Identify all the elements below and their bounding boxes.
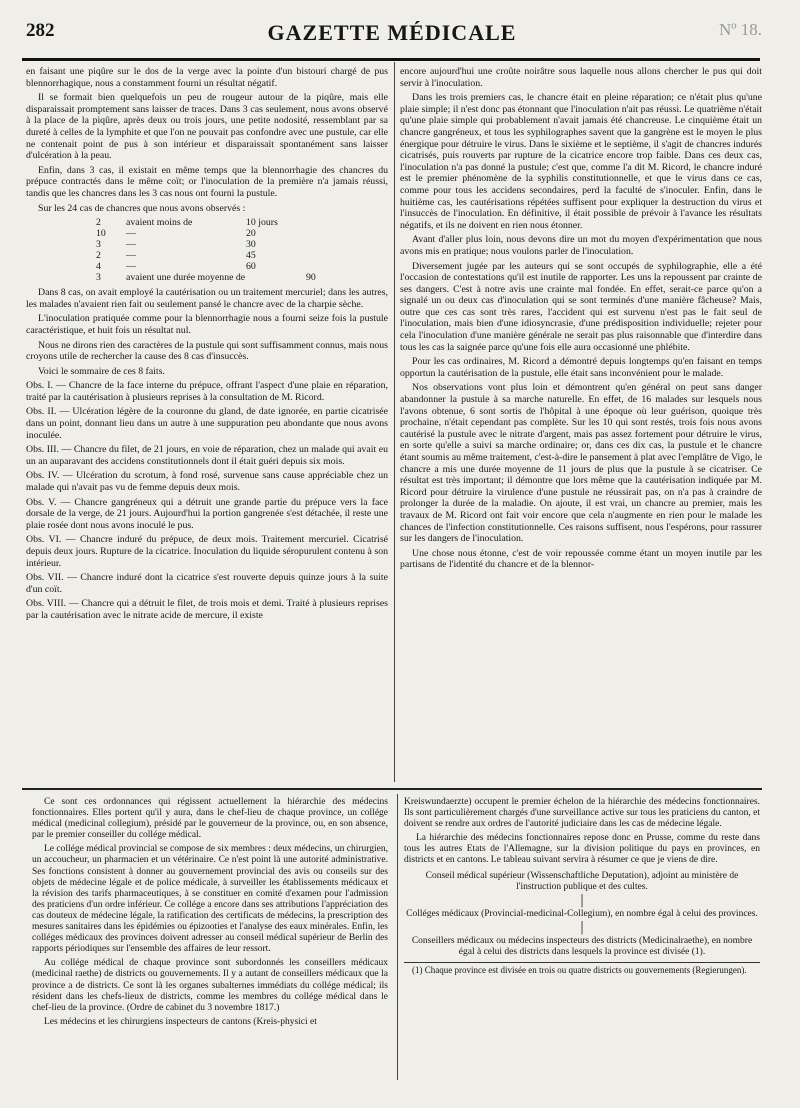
table-row — [26, 250, 388, 261]
observation-3: Obs. III. — Chancre du filet, de 21 jours, en voie de réparation, chez un malade qui avait eu un an auparavant des accidens constitutionnels dont il était guéri depuis six mois. — [26, 444, 388, 467]
table-row — [26, 261, 388, 272]
issue-number: Nº 18. — [718, 20, 762, 39]
table-cell: avaient une durée moyenne de — [126, 272, 246, 284]
table-cell: — — [126, 261, 136, 273]
hierarchy-connector: │ — [578, 921, 586, 934]
paragraph: Il se formait bien quelquefois un peu de rougeur autour de la piqûre, mais elle disparaissait promptement sans laisser de traces. Dans 3 cas seulement, nous avons observé à la place de la piqûre, après deux ou trois jours, une petite nodosité, ressemblant par sa dureté à celles de la lymphite et que l'on ne pouvait pas confondre avec une pustule, car elle ne contenait point de pus à son intérieur et disparaissait spontanément sans laisser d'ulcération à la peau. — [26, 92, 388, 162]
table-cell: 90 — [306, 272, 316, 284]
table-row — [26, 239, 388, 250]
paragraph: Dans 8 cas, on avait employé la cautérisation ou un traitement mercuriel; dans les autres, les malades n'avaient rien fait ou seulement pansé le chancre avec de la charpie sèche. — [26, 287, 388, 310]
left-column — [26, 66, 388, 778]
table-cell: 2 — [96, 250, 101, 262]
hierarchy-connector: │ — [578, 894, 586, 907]
paragraph: Ce sont ces ordonnances qui régissent actuellement la hiérarchie des médecins fonctionnaires. Elles portent qu'il y aura, dans le chef-lieu de chaque province, un collége médical (medicinal collegium), présidé par le gouverneur de la province, ou, en son absence, par le premier conseiller du collége médical. — [32, 797, 388, 841]
paragraph: Kreiswundaerzte) occupent le premier échelon de la hiérarchie des médecins fonctionnaires. Ils sont particulièrement chargés d'une surveillance active sur tous les praticiens du canton, et doivent se rendre aux ordres de l'autorité judiciaire dans les cas de médecine légale. — [404, 797, 760, 830]
table-cell: avaient moins de — [126, 217, 193, 229]
paragraph: Nous ne dirons rien des caractères de la pustule qui sont suffisamment connus, mais nous croyons utile de rechercher la cause des 8 cas d'insuccès. — [26, 339, 388, 363]
paragraph: Dans les trois premiers cas, le chancre était en pleine réparation; ce n'était plus qu'une plaie simple; il n'est donc pas étonnant que l'inoculation n'ait pas réussi. Le quatrième n'était qu'une plaie simple qui probablement n'avait jamais été chancreuse. Le cinquième était un chancre gangréneux, et tous les syphilographes savent que la gangrène est le moyen le plus énergique pour détruire le virus. Dans le sixième et le septième, il s'agit de chancres indurés cicatrisés, puis rouverts par rupture de la cicatrice encore trop faible. Dans ces deux cas, l'inoculation n'a pas donné la pustule; c'est que, comme l'a dit M. Ricord, le chancre induré est le premier phénomène de la syphilis constitutionnelle, et que le virus dans ce cas, comme pour tous les accidens secondaires, perd la faculté de s'inoculer. Enfin, dans le huitième cas, les cautérisations répétées suffisent pour expliquer la destruction du virus et l'insuccès de l'inoculation. En définitive, il était possible de prévoir à l'avance les résultats négatifs, et ils ne doivent en rien nous étonner. — [400, 92, 762, 231]
observation-5: Obs. V. — Chancre gangréneux qui a détruit une grande partie du prépuce vers la face dorsale de la verge, de 21 jours. Aujourd'hui la portion gangrenée s'est détachée, il reste une plaie rosée dont nous avons inoculé le pus. — [26, 496, 388, 531]
paragraph: Avant d'aller plus loin, nous devons dire un mot du moyen d'expérimentation que nous avons mis en pratique; nous voulons parler de l'inoculation. — [400, 234, 762, 257]
hierarchy-level-1: Conseil médical supérieur (Wissenschaftliche Deputation), adjoint au ministère de l'instruction publique et des cultes. — [425, 870, 739, 892]
table-cell: 2 — [96, 217, 101, 229]
paragraph: Enfin, dans 3 cas, il existait en même temps que la blennorrhagie des chancres du prépuce contractés dans le même coït; or l'inoculation de la première n'a jamais réussi, tandis que les chancres dans les 3 cas nous ont fourni la pustule. — [26, 164, 388, 199]
table-cell: 10 — [96, 228, 106, 240]
table-cell: 3 — [96, 239, 101, 251]
paragraph: Voici le sommaire de ces 8 faits. — [38, 365, 165, 377]
paragraph: Une chose nous étonne, c'est de voir repoussée comme étant un moyen inutile par les partisans de l'identité du chancre et de la blennor- — [400, 547, 762, 571]
table-cell: 4 — [96, 261, 101, 273]
page-header — [22, 20, 762, 50]
table-cell: 20 — [246, 228, 256, 240]
footer-right-column — [404, 797, 760, 1085]
hierarchy-diagram — [404, 871, 760, 958]
paragraph: L'inoculation pratiquée comme pour la blennorrhagie nous a fourni seize fois la pustule caractéristique, et huit fois un résultat nul. — [26, 313, 388, 336]
hierarchy-level-2: Colléges médicaux (Provincial-medicinal-Collegium), en nombre égal à celui des provinces. — [406, 908, 758, 919]
footer-left-column — [32, 797, 388, 1085]
table-cell: 10 jours — [246, 217, 278, 229]
observation-2: Obs. II. — Ulcération légère de la couronne du gland, de date ignorée, en partie cicatrisée dans un point, donnant lieu dans un autre à une suppuration peu abondante que nous avons inoculée. — [26, 406, 388, 441]
table-cell: 3 — [96, 272, 101, 284]
feuilleton-rule — [22, 788, 762, 790]
observation-1: Obs. I. — Chancre de la face interne du prépuce, offrant l'aspect d'une plaie en réparation, traité par la cautérisation à plusieurs reprises à la consultation de M. Ricord. — [26, 380, 388, 403]
header-rule — [22, 58, 760, 61]
paragraph: encore aujourd'hui une croûte noirâtre sous laquelle nous allons chercher le pus qui doit servir à l'inoculation. — [400, 66, 762, 89]
table-cell: 30 — [246, 239, 256, 251]
table-row — [26, 217, 388, 228]
journal-title: GAZETTE MÉDICALE — [267, 20, 517, 45]
observation-4: Obs. IV. — Ulcération du scrotum, à fond rosé, survenue sans cause appréciable chez un malade qui n'avait pas vu de femme depuis deux mois. — [26, 470, 388, 494]
table-cell: — — [126, 250, 136, 262]
footer-column-divider — [397, 794, 398, 1080]
right-column — [400, 66, 762, 778]
table-cell: 60 — [246, 261, 256, 273]
observation-7: Obs. VII. — Chancre induré dont la cicatrice s'est rouverte depuis quinze jours à la suite d'un coït. — [26, 572, 388, 595]
paragraph: Au collége médical de chaque province sont subordonnés les conseillers médicaux (medicinal raethe) de districts ou gouvernements. Il y a autant de conseillers médicaux que la province a de districts. Ce sont là les organes subalternes immédiats du collége médical; ils résident dans les chefs-lieux de districts, comme les membres du collége médical dans le chef-lieu de la province. (Ordre de cabinet du 3 novembre 1817.) — [32, 958, 388, 1013]
paragraph: Nos observations vont plus loin et démontrent qu'en général on peut sans danger abandonner la pustule à sa marche naturelle. En effet, de 16 malades sur lesquels nous l'avons obtenue, 6 sont sortis de l'hôpital à une époque où leur guérison, quoique très prochaine, n'était cependant pas complète. Sur les 10 qui sont restés, trois fois nous avons cautérisé la pustule avec le nitrate d'argent, mais pas assez fortement pour détruire le virus, en sorte qu'elle a suivi sa marche ordinaire; or, dans ces dix cas, la pustule et le chancre étant soumis au même traitement, c'est-à-dire le pansement à plat avec l'emplâtre de Vigo, le chancre a mis une durée moyenne de 11 jours de plus que la pustule à se cicatriser. Ce résultat est très important; il démontre que lors même que la cautérisation indiquée par M. Ricord pour détruire la virulence d'une pustule ne réussirait pas, on n'a pas à craindre de prolonger la durée de la maladie. On ajoute, il est vrai, un chancre au premier, mais les travaux de M. Ricord ont fait voir encore que cela n'augmente en rien pour le malade les chances de l'infection constitutionnelle. Ces raisons suffisent, nous l'espérons, pour rassurer sur les dangers de l'inoculation. — [400, 382, 762, 545]
table-cell: — — [126, 228, 136, 240]
page-number: 282 — [26, 20, 55, 41]
observation-6: Obs. VI. — Chancre induré du prépuce, de deux mois. Traitement mercuriel. Cicatrisé depuis deux jours. Rupture de la cicatrice. Inoculation du liquide séropurulent contenu à son intérieur. — [26, 534, 388, 569]
paragraph: en faisant une piqûre sur le dos de la verge avec la pointe d'un bistouri chargé de pus blennorrhagique, nous a constamment fourni un résultat négatif. — [26, 66, 388, 89]
paragraph: Sur les 24 cas de chancres que nous avons observés : — [38, 202, 246, 214]
hierarchy-level-3: Conseillers médicaux ou médecins inspecteurs des districts (Medicinalraethe), en nombre égal à celui des districts dans lesquels la province est divisée (1). — [411, 935, 753, 957]
table-row — [26, 272, 388, 283]
paragraph: Diversement jugée par les auteurs qui se sont occupés de syphilographie, elle a été l'occasion de contestations qu'il est inutile de rapporter. Les uns la repoussent par crainte de ses dangers. C'est à notre avis une crainte mal fondée. En effet, serait-ce parce qu'on a signalé un ou deux cas d'inoculation qui se sont terminés d'une manière fâcheuse? Mais, outre que ces cas sont très rares, l'accident qui est survenu n'est pas le fait seul de l'inoculation, mais bien d'une idiosyncrasie, d'une prédisposition individuelle; rejeter pour cela l'inoculation d'une manière générale ne serait pas plus raisonnable que d'interdire dans tous les cas la saignée parce qu'une fois elle aura occasionné une phlébite. — [400, 260, 762, 353]
table-row — [26, 228, 388, 239]
footnote-rule — [404, 962, 760, 963]
table-cell: 45 — [246, 250, 256, 262]
paragraph: Pour les cas ordinaires, M. Ricord a démontré depuis longtemps qu'en faisant en temps opportun la cautérisation de la pustule, elle était sans inconvénient pour le malade. — [400, 356, 762, 379]
table-cell: — — [126, 239, 136, 251]
duration-table — [26, 217, 388, 283]
observation-8: Obs. VIII. — Chancre qui a détruit le filet, de trois mois et demi. Traité à plusieurs reprises par la cautérisation avec le nitrate acide de mercure, il existe — [26, 598, 388, 621]
footnote: (1) Chaque province est divisée en trois ou quatre districts ou gouvernements (Regierungen). — [412, 965, 747, 976]
paragraph: La hiérarchie des médecins fonctionnaires repose donc en Prusse, comme du reste dans tous les autres Etats de l'Allemagne, sur la division politique du pays en provinces, en districts et en cantons. Le tableau suivant servira à résumer ce que je viens de dire. — [404, 833, 760, 866]
paragraph: Les médecins et les chirurgiens inspecteurs de cantons (Kreis-physici et — [44, 1016, 317, 1027]
paragraph: Le collége médical provincial se compose de six membres : deux médecins, un chirurgien, un accoucheur, un pharmacien et un vétérinaire. Ce n'est point là une autorité administrative. Ses fonctions consistent à donner au gouvernement provincial des avis ou conseils sur des objets de médecine légale et de police médicale, à surveiller les établissements médicaux et la révision des tarifs pharmaceutiques, à se constituer en comité d'examen pour l'admission des praticiens d'un ordre inférieur. Ce collége a encore dans ses attributions l'appréciation des cas douteux de médecine légale, la ratification des certificats de médecins, la prescription des mesures sanitaires dans les épidémies ou épizooties et l'analyse des eaux minérales. Enfin, les colléges médicaux des provinces doivent adresser au conseil médical supérieur de Berlin des rapports périodiques sur l'ensemble des affaires de leur ressort. — [32, 844, 388, 955]
column-divider — [394, 62, 395, 782]
